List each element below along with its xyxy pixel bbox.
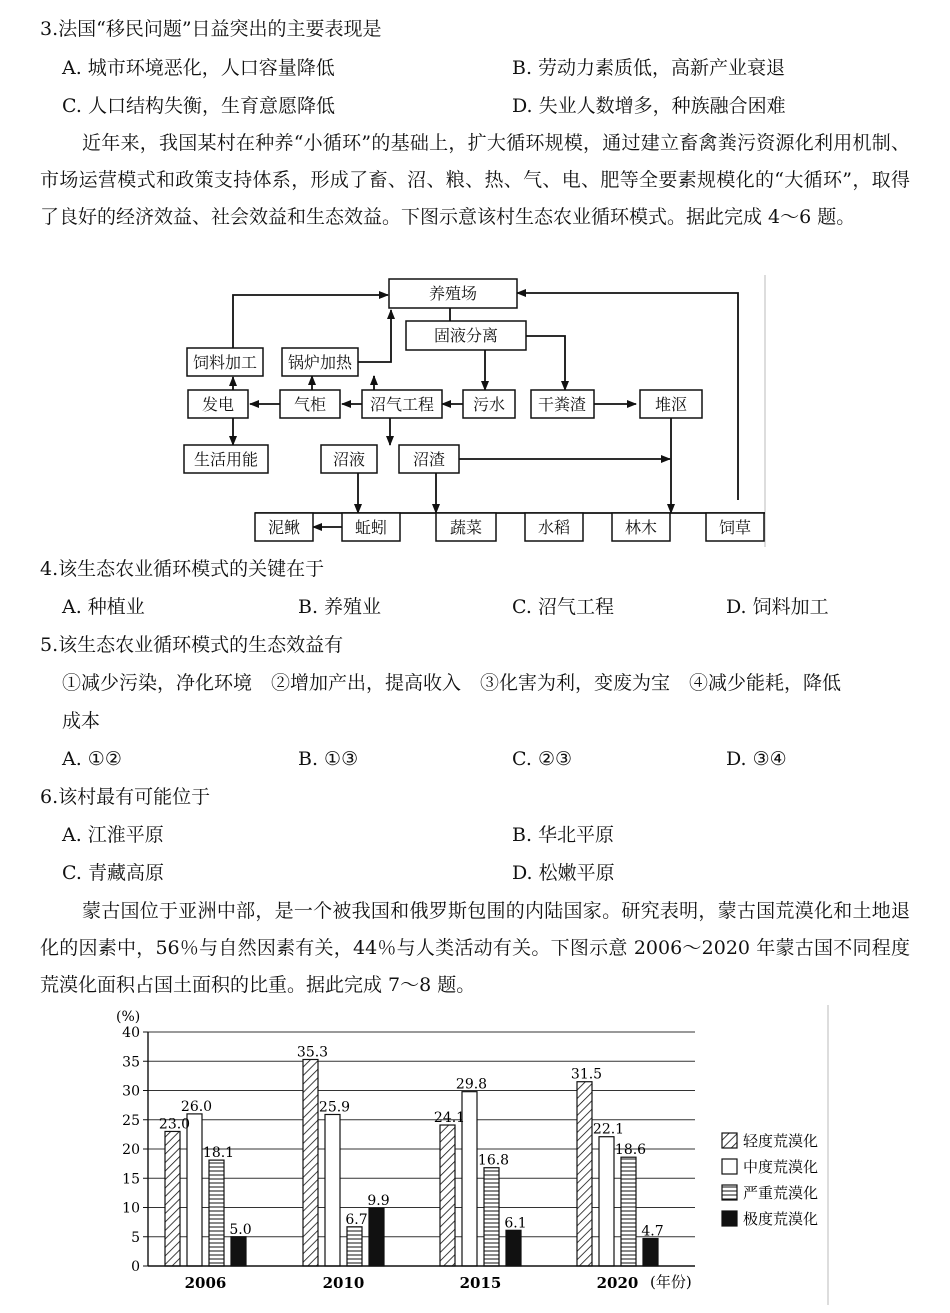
bar-2020-2: [621, 1157, 636, 1266]
data-label: 25.9: [318, 1099, 351, 1116]
x-tick-label: 2020: [596, 1274, 639, 1292]
y-tick-label: 40: [122, 1025, 140, 1041]
y-tick-label: 10: [122, 1200, 140, 1217]
data-label: 9.9: [367, 1193, 390, 1210]
x-axis-unit-label: (年份): [650, 1273, 692, 1291]
y-tick-label: 5: [131, 1229, 140, 1246]
q5-option-a: A. ①②: [62, 748, 122, 770]
legend-swatch: [722, 1211, 737, 1226]
y-tick-label: 35: [122, 1054, 140, 1071]
label-compost: 堆沤: [654, 395, 688, 414]
y-tick-label: 25: [122, 1112, 140, 1129]
passage-ecological-agriculture: 近年来，我国某村在种养“小循环”的基础上，扩大循环规模，通过建立畜禽粪污资源化利用机制、市场运营模式和政策支持体系，形成了畜、沼、粮、热、气、电、肥等全要素规模化的“大循环”，取得了良好的经济效益、社会效益和生态效益。下图示意该村生态农业循环模式。据此完成 4～6 题。: [40, 132, 910, 228]
x-tick-label: 2010: [322, 1274, 365, 1292]
data-label: 6.7: [345, 1211, 368, 1228]
x-tick-label: 2006: [184, 1274, 227, 1292]
label-forage: 饲草: [718, 518, 752, 537]
q3-option-b: B. 劳动力素质低，高新产业衰退: [512, 57, 786, 79]
label-dry-manure: 干粪渣: [537, 395, 587, 414]
label-domestic-energy: 生活用能: [193, 450, 259, 469]
label-biogas-slurry: 沼液: [332, 450, 366, 469]
bar-2006-1: [187, 1114, 202, 1266]
bar-2006-2: [209, 1160, 224, 1266]
data-label: 24.1: [433, 1110, 466, 1127]
data-label: 6.1: [504, 1215, 527, 1232]
data-label: 26.0: [180, 1098, 213, 1115]
label-boiler: 锅炉加热: [287, 353, 353, 372]
legend-swatch: [722, 1159, 737, 1174]
label-separation: 固液分离: [433, 326, 499, 345]
bar-2020-0: [577, 1082, 592, 1266]
bar-2010-1: [325, 1114, 340, 1266]
q6-stem: 6.该村最有可能位于: [40, 786, 211, 808]
q6-option-d: D. 松嫩平原: [512, 862, 615, 884]
q3-stem: 3.法国“移民问题”日益突出的主要表现是: [40, 18, 382, 40]
q5-option-c: C. ②③: [512, 748, 573, 770]
q4-option-d: D. 饲料加工: [726, 596, 829, 618]
y-axis-unit-label: (%): [116, 1009, 141, 1025]
label-feed-processing: 饲料加工: [192, 353, 258, 372]
q3-option-a: A. 城市环境恶化，人口容量降低: [62, 57, 335, 79]
bar-2015-2: [484, 1168, 499, 1266]
bar-2006-3: [231, 1237, 246, 1266]
data-label: 23.0: [158, 1116, 191, 1133]
y-tick-label: 30: [122, 1083, 140, 1100]
data-label: 4.7: [641, 1223, 664, 1240]
label-sewage: 污水: [472, 395, 506, 414]
q4-stem: 4.该生态农业循环模式的关键在于: [40, 558, 325, 580]
q5-option-d: D. ③④: [726, 748, 787, 770]
passage-mongolia-desertification: 蒙古国位于亚洲中部，是一个被我国和俄罗斯包围的内陆国家。研究表明，蒙古国荒漠化和土地退化的因素中，56％与自然因素有关，44％与人类活动有关。下图示意 2006～2020 年蒙古国不同程度荒漠化面积占国土面积的比重。据此完成 7～8 题。: [40, 900, 910, 996]
q6-option-a: A. 江淮平原: [62, 824, 164, 846]
label-livestock: 养殖场: [428, 284, 478, 303]
label-biogas-residue: 沼渣: [412, 450, 446, 469]
q4-option-a: A. 种植业: [62, 596, 145, 618]
q3-option-c: C. 人口结构失衡，生育意愿降低: [62, 95, 335, 117]
q4-option-c: C. 沼气工程: [512, 596, 614, 618]
q6-option-c: C. 青藏高原: [62, 862, 164, 884]
q6-option-b: B. 华北平原: [512, 824, 615, 846]
bar-2015-3: [506, 1230, 521, 1266]
label-rice: 水稻: [537, 518, 571, 537]
label-power: 发电: [201, 395, 235, 414]
data-label: 16.8: [477, 1152, 510, 1169]
legend-label: 极度荒漠化: [743, 1210, 819, 1228]
bar-2010-3: [369, 1208, 384, 1266]
q5-option-b: B. ①③: [298, 748, 359, 770]
x-tick-label: 2015: [459, 1274, 502, 1292]
data-label: 35.3: [296, 1044, 329, 1061]
q3-option-d: D. 失业人数增多，种族融合困难: [512, 95, 786, 117]
bar-2010-2: [347, 1227, 362, 1266]
bar-2006-0: [165, 1131, 180, 1266]
label-forest: 林木: [624, 518, 658, 537]
q4-option-b: B. 养殖业: [298, 596, 382, 618]
y-tick-label: 0: [131, 1259, 140, 1275]
legend-label: 轻度荒漠化: [743, 1132, 819, 1150]
data-label: 5.0: [229, 1221, 252, 1238]
bar-2015-0: [440, 1125, 455, 1266]
data-label: 29.8: [455, 1076, 488, 1093]
data-label: 31.5: [570, 1066, 603, 1083]
label-gas-holder: 气柜: [293, 395, 327, 414]
data-label: 18.1: [202, 1145, 235, 1162]
q5-items-continued: 成本: [62, 710, 101, 732]
q5-items: ①减少污染，净化环境 ②增加产出，提高收入 ③化害为利，变废为宝 ④减少能耗，降低: [62, 672, 842, 694]
bar-2010-0: [303, 1059, 318, 1266]
desertification-bar-chart: [110, 1005, 835, 1305]
q5-stem: 5.该生态农业循环模式的生态效益有: [40, 634, 344, 656]
legend-swatch: [722, 1185, 737, 1200]
label-loach: 泥鳅: [267, 518, 301, 537]
bar-2020-1: [599, 1137, 614, 1266]
legend-label: 中度荒漠化: [743, 1158, 819, 1176]
eco-agriculture-cycle-diagram: [180, 275, 770, 547]
data-label: 18.6: [614, 1142, 647, 1159]
legend-swatch: [722, 1133, 737, 1148]
legend-label: 严重荒漠化: [743, 1184, 819, 1202]
label-biogas-project: 沼气工程: [369, 395, 435, 414]
y-tick-label: 20: [122, 1142, 140, 1158]
data-label: 22.1: [592, 1121, 625, 1138]
label-earthworm: 蚯蚓: [354, 518, 388, 537]
label-vegetables: 蔬菜: [449, 518, 483, 537]
bar-2020-3: [643, 1239, 658, 1266]
y-tick-label: 15: [122, 1171, 140, 1188]
